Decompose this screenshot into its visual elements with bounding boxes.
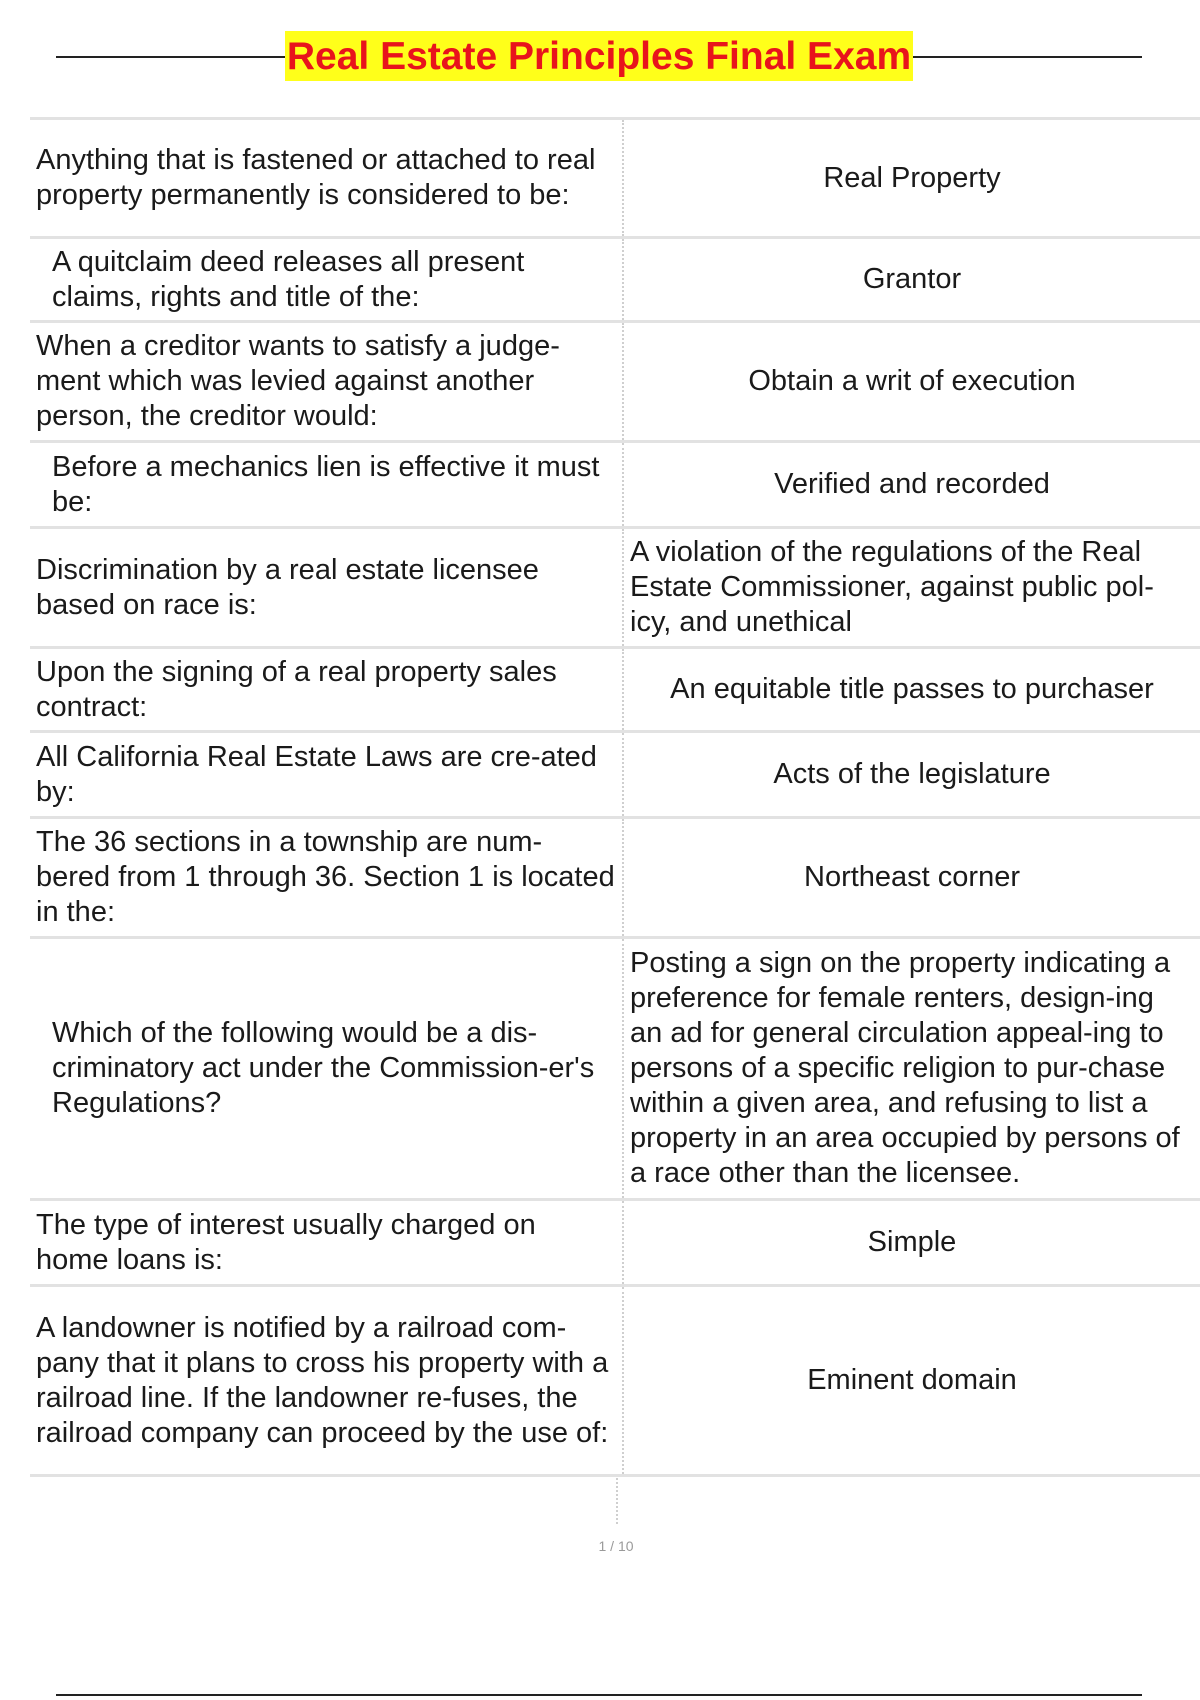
answer-cell: Real Property (823, 161, 1001, 194)
question-cell: Anything that is fastened or attached to real property permanently is considered to be: (30, 119, 623, 238)
question-cell: All California Real Estate Laws are cre-ated by: (30, 732, 623, 818)
question-cell: Discrimination by a real estate licensee based on race is: (30, 528, 623, 648)
question-cell: A quitclaim deed releases all present claims, rights and title of the: (30, 238, 623, 322)
table-row (30, 648, 1200, 732)
table-row (30, 938, 1200, 1200)
answer-cell: Acts of the legislature (773, 758, 1051, 790)
page-number: 1 / 10 (598, 1538, 634, 1554)
answer-cell: Posting a sign on the property indicating a preference for female renters, design-ing an ad for general circulation appeal-ing to persons of a specific religion to pur-chase within a given area, and refusing to list a property in an area occupied by persons of a race other than the licensee. (630, 947, 1180, 1189)
answer-cell: Simple (867, 1226, 957, 1258)
question-cell: The type of interest usually charged on home loans is: (30, 1200, 623, 1286)
question-cell: A landowner is notified by a railroad com-pany that it plans to cross his property with a railroad line. If the landowner re-fuses, the railroad company can proceed by the use of: (30, 1286, 623, 1476)
answer-cell: A violation of the regulations of the Real Estate Commissioner, against public pol-icy, and unethical (630, 536, 1154, 638)
table-row (30, 732, 1200, 818)
table-row (30, 818, 1200, 938)
answer-cell: An equitable title passes to purchaser (670, 673, 1154, 705)
answer-cell: Verified and recorded (774, 468, 1050, 500)
question-cell: Before a mechanics lien is effective it must be: (30, 442, 623, 528)
answer-cell: Grantor (862, 263, 962, 295)
column-divider-tail (616, 1478, 618, 1524)
question-cell: When a creditor wants to satisfy a judge-ment which was levied against another person, the creditor would: (30, 322, 623, 442)
table-row (30, 1200, 1200, 1286)
table-row (30, 1286, 1200, 1476)
table-row (30, 442, 1200, 528)
table-row (30, 528, 1200, 648)
question-cell: The 36 sections in a township are num-bered from 1 through 36. Section 1 is located in the: (30, 818, 623, 938)
question-cell: Which of the following would be a dis-criminatory act under the Commission-er's Regulations? (30, 938, 623, 1200)
page-title: Real Estate Principles Final Exam (285, 31, 913, 81)
answer-cell: Northeast corner (804, 861, 1020, 893)
flashcard-table (30, 117, 1200, 1477)
answer-cell: Eminent domain (807, 1364, 1017, 1396)
title-bar (56, 26, 1142, 86)
table-row (30, 238, 1200, 322)
table-row (30, 322, 1200, 442)
answer-cell: Obtain a writ of execution (748, 365, 1076, 397)
table-row (30, 119, 1200, 238)
question-cell: Upon the signing of a real property sales contract: (30, 648, 623, 732)
footer-rule (56, 1694, 1142, 1696)
